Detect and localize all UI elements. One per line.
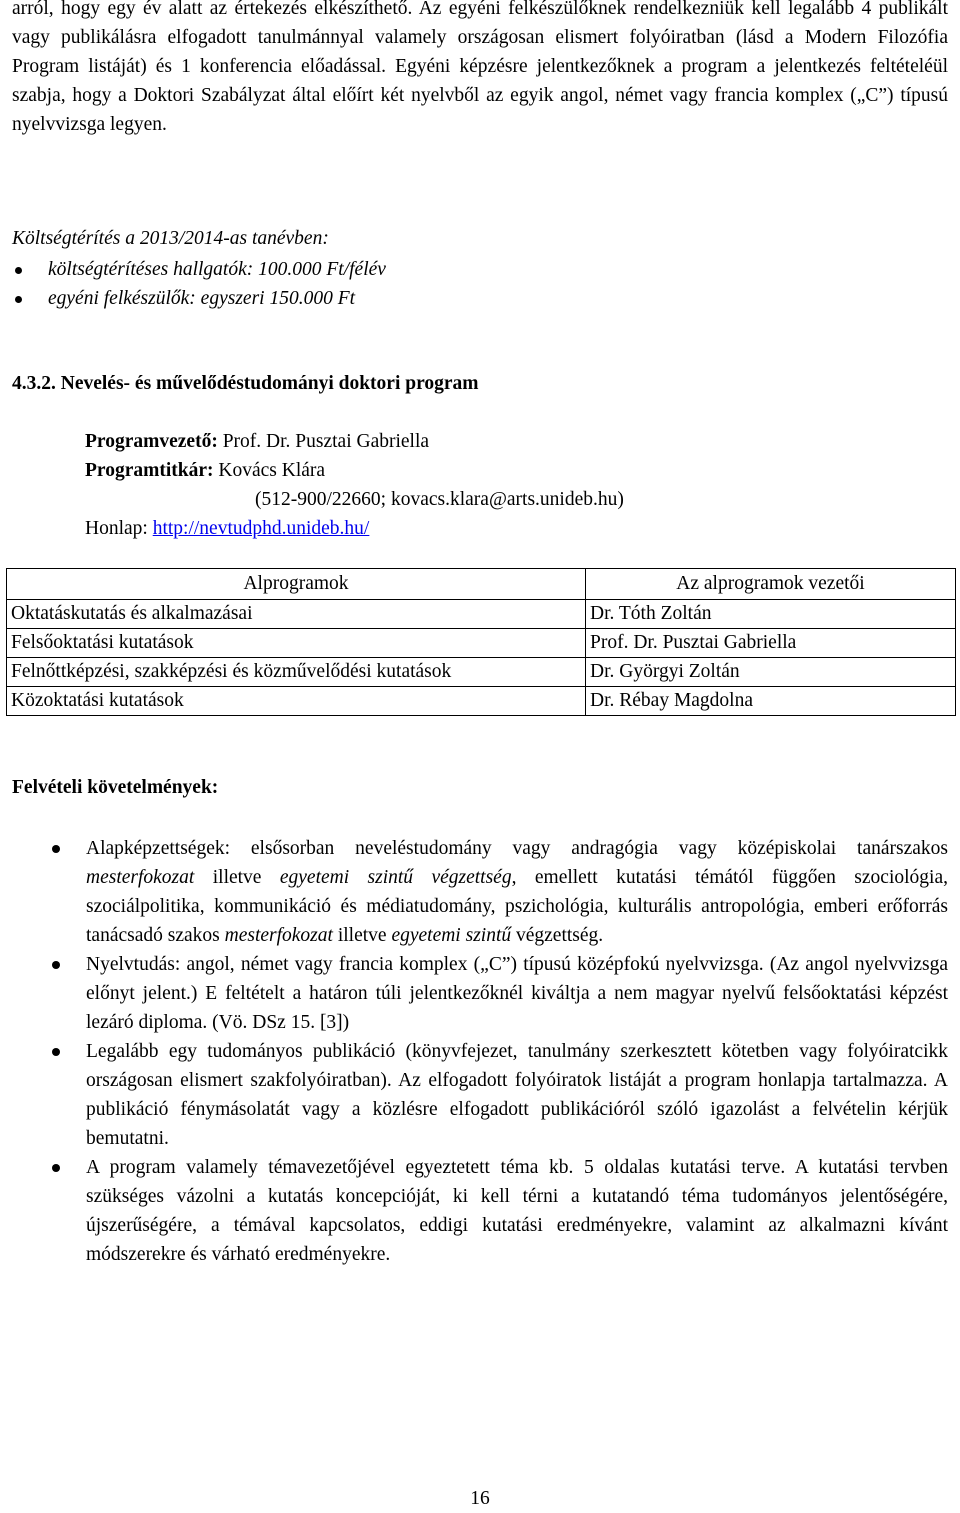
homepage-link[interactable]: http://nevtudphd.unideb.hu/ [152,518,370,539]
program-leader-label: Programvezető: [85,431,218,452]
program-title: 4.3.2. Nevelés- és művelődéstudományi doktori program [12,373,479,394]
req-text: illetve [332,925,392,946]
table-row [7,658,956,687]
program-secretary-name: Kovács Klára [213,460,326,481]
requirement-research-plan: A program valamely témavezetőjével egyeztetett téma kb. 5 oldalas kutatási terve. A kutatási tervben szükséges vázolni a kutatás koncepcióját, ki kell térni a kutatandó téma tudományos jelentőségére, újszerűségére, a témával kapcsolatos, eddigi kutatási eredményekre, valamint az alkalmazni kívánt módszerekre és várható eredményekre. [12,1153,948,1269]
subprogram-name: Közoktatási kutatások [7,687,586,716]
table-header-leaders: Az alprogramok vezetői [586,569,956,600]
subprogram-leader: Prof. Dr. Pusztai Gabriella [586,629,956,658]
page-number: 16 [470,1488,490,1509]
program-secretary-label: Programtitkár: [85,460,214,481]
req-text: Alapképzettségek: elsősorban neveléstudomány vagy andragógia vagy középiskolai tanárszakos [86,838,948,859]
cost-list [12,255,386,313]
table-header-row [7,569,956,600]
req-text: illetve [194,867,280,888]
requirement-publication: Legalább egy tudományos publikáció (könyvfejezet, tanulmány szerkesztett kötetben vagy folyóiratcikk országosan elismert szakfolyóiratban). Az elfogadott folyóiratok listáját a program honlapja tartalmazza. A publikáció fénymásolatát vagy a közlésre elfogadott publikációról szóló igazolást a felvételin kérjük bemutatni. [12,1037,948,1153]
requirement-language: Nyelvtudás: angol, német vagy francia komplex („C”) típusú középfokú nyelvvizsga. (Az angol nyelvvizsga előnyt jelent.) E feltételt a határon túli jelentkezőknél kiváltja a nem magyar nyelvű felsőoktatási képzést lezáró diploma. (Vö. DSz 15. [3]) [12,950,948,1037]
program-contact: (512-900/22660; kovacs.klara@arts.unideb.hu) [255,489,624,510]
req-text: végzettség. [511,925,604,946]
intro-paragraph: arról, hogy egy év alatt az értekezés elkészíthető. Az egyéni felkészülőknek rendelkezniük kell legalább 4 publikált vagy publikálásra elfogadott tanulmánnyal valamely országosan elismert folyóiratban (lásd a Modern Filozófia Program listáját) és 1 konferencia előadással. Egyéni képzésre jelentkezőknek a program a jelentkezés feltételéül szabja, hogy a Doktori Szabályzat által előírt két nyelvből az egyik angol, német vagy francia komplex („C”) típusú nyelvvizsga legyen. [12,0,948,135]
program-info [85,427,624,543]
req-text: , emellett kutatási témától függően szociológia, szociálpolitika, kommunikáció és médiatudomány, pszichológia, kulturális antropológia, emberi erőforrás tanácsadó szakos [86,867,948,946]
table-row [7,629,956,658]
homepage-label: Honlap: [85,518,153,539]
program-leader-name: Prof. Dr. Pusztai Gabriella [217,431,430,452]
subprogram-name: Oktatáskutatás és alkalmazásai [7,600,586,629]
req-emphasis: mesterfokozat [224,925,333,946]
req-emphasis: egyetemi szintű végzettség [279,867,512,888]
req-emphasis: mesterfokozat [86,867,195,888]
subprogram-name: Felnőttképzési, szakképzési és közművelődési kutatások [7,658,586,687]
program-secretary [85,456,624,485]
cost-title: Költségtérítés a 2013/2014-as tanévben: [12,228,329,249]
subprogram-table [6,568,956,716]
subprogram-leader: Dr. Rébay Magdolna [586,687,956,716]
subprogram-name: Felsőoktatási kutatások [7,629,586,658]
requirements-list [12,834,948,1269]
cost-item-individual: egyéni felkészülők: egyszeri 150.000 Ft [12,284,386,313]
subprogram-leader: Dr. Györgyi Zoltán [586,658,956,687]
requirement-degree [12,834,948,950]
req-emphasis: egyetemi szintű [391,925,512,946]
table-row [7,600,956,629]
program-homepage [85,514,624,543]
cost-item-paying: költségtérítéses hallgatók: 100.000 Ft/félév [12,255,386,284]
program-leader [85,427,624,456]
table-header-subprograms: Alprogramok [7,569,586,600]
table-row [7,687,956,716]
subprogram-leader: Dr. Tóth Zoltán [586,600,956,629]
requirements-title: Felvételi követelmények: [12,777,219,798]
